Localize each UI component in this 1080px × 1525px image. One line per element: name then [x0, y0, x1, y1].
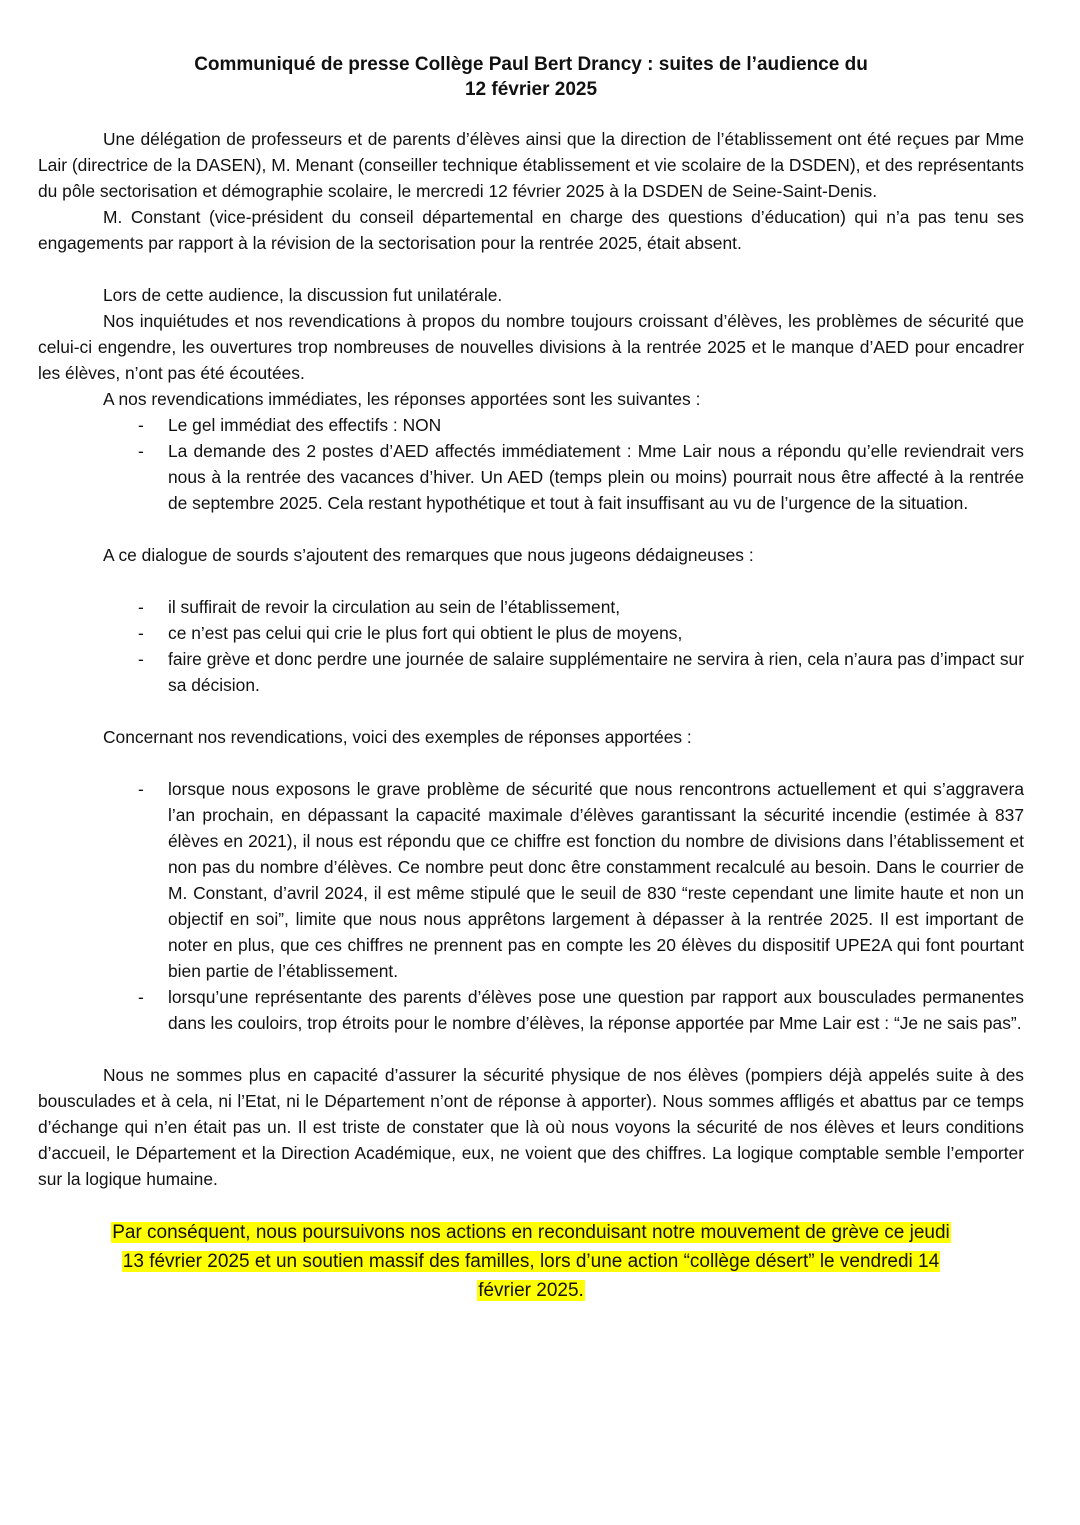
paragraph-constant-absent: M. Constant (vice-président du conseil départemental en charge des questions d’éducation) qui n’a pas tenu ses engagements par rapport à la révision de la sectorisation pour la rentrée 2025, était absent. — [38, 207, 1024, 253]
list-item: - lorsqu’une représentante des parents d’élèves pose une question par rapport aux bousculades permanentes dans les couloirs, trop étroits pour le nombre d’élèves, la réponse apportée par Mme Lair est : “Je ne sais pas”. — [168, 984, 1024, 1036]
conclusion-line-2: 13 février 2025 et un soutien massif des familles, lors d’une action “collège désert” le vendredi 14 — [122, 1251, 940, 1272]
spacer — [38, 750, 1024, 776]
spacer — [38, 568, 1024, 594]
page-title — [38, 52, 1024, 102]
paragraph-security: Nous ne sommes plus en capacité d’assurer la sécurité physique de nos élèves (pompiers déjà appelés suite à des bousculades et à cela, ni l’Etat, ni le Département n’ont de réponse à apporter). Nous sommes affligés et abattus par ce temps d’échange qui n’en était pas un. Il est triste de constater que là où nous voyons la sécurité de nos élèves et leurs conditions d’accueil, le Département et la Direction Académique, eux, ne voient que des chiffres. La logique comptable semble l’emporter sur la logique humaine. — [38, 1065, 1024, 1189]
paragraph-delegation: Une délégation de professeurs et de parents d’élèves ainsi que la direction de l’établissement ont été reçues par Mme Lair (directrice de la DASEN), M. Menant (conseiller technique établissement et vie scolaire de la DSDEN), et des représentants du pôle sectorisation et démographie scolaire, le mercredi 12 février 2025 à la DSDEN de Seine-Saint-Denis. — [38, 129, 1024, 201]
conclusion-block — [38, 1218, 1024, 1305]
conclusion-line-3: février 2025. — [478, 1280, 584, 1301]
spacer — [38, 1036, 1024, 1062]
remarks-list — [38, 594, 1024, 698]
paragraph-discussion: Lors de cette audience, la discussion fut unilatérale. — [103, 285, 503, 305]
list-item: - ce n’est pas celui qui crie le plus fort qui obtient le plus de moyens, — [168, 620, 1024, 646]
list-item: - faire grève et donc perdre une journée de salaire supplémentaire ne servira à rien, cela n’aura pas d’impact sur sa décision. — [168, 646, 1024, 698]
title-line-2: 12 février 2025 — [464, 79, 598, 100]
spacer — [38, 516, 1024, 542]
paragraph-examples-intro: Concernant nos revendications, voici des exemples de réponses apportées : — [103, 727, 692, 747]
responses-list — [38, 412, 1024, 516]
paragraph-concerns: Nos inquiétudes et nos revendications à propos du nombre toujours croissant d’élèves, les problèmes de sécurité que celui-ci engendre, les ouvertures trop nombreuses de nouvelles divisions à la rentrée 2025 et le manque d’AED pour encadrer les élèves, n’ont pas été écoutées. — [38, 311, 1024, 383]
conclusion-line-1: Par conséquent, nous poursuivons nos actions en reconduisant notre mouvement de grève ce jeudi — [112, 1222, 950, 1243]
examples-list — [38, 776, 1024, 1036]
list-item: - Le gel immédiat des effectifs : NON — [168, 412, 1024, 438]
spacer — [38, 256, 1024, 282]
list-item: - il suffirait de revoir la circulation au sein de l’établissement, — [168, 594, 1024, 620]
title-line-1: Communiqué de presse Collège Paul Bert Drancy : suites de l’audience du — [194, 54, 868, 75]
list-item: - lorsque nous exposons le grave problème de sécurité que nous rencontrons actuellement et qui s’aggravera l’an prochain, en dépassant la capacité maximale d’élèves garantissant la sécurité incendie (estimée à 837 élèves en 2021), il nous est répondu que ce chiffre est fonction du nombre de divisions dans l’établissement et non pas du nombre d’élèves. Ce nombre peut donc être constamment recalculé au besoin. Dans le courrier de M. Constant, d’avril 2024, il est même stipulé que le seuil de 830 “reste cependant une limite haute et non un objectif en soi”, limite que nous nous apprêtons largement à dépasser à la rentrée 2025. Il est important de noter en plus, que ces chiffres ne prennent pas en compte les 20 élèves du dispositif UPE2A qui font pourtant bien partie de l’établissement. — [168, 776, 1024, 984]
paragraph-responses-intro: A nos revendications immédiates, les réponses apportées sont les suivantes : — [103, 389, 701, 409]
paragraph-remarks-intro: A ce dialogue de sourds s’ajoutent des remarques que nous jugeons dédaigneuses : — [103, 545, 754, 565]
spacer — [38, 698, 1024, 724]
list-item: - La demande des 2 postes d’AED affectés immédiatement : Mme Lair nous a répondu qu’elle reviendrait vers nous à la rentrée des vacances d’hiver. Un AED (temps plein ou moins) pourrait nous être affecté à la rentrée de septembre 2025. Cela restant hypothétique et tout à fait insuffisant au vu de l’urgence de la situation. — [168, 438, 1024, 516]
